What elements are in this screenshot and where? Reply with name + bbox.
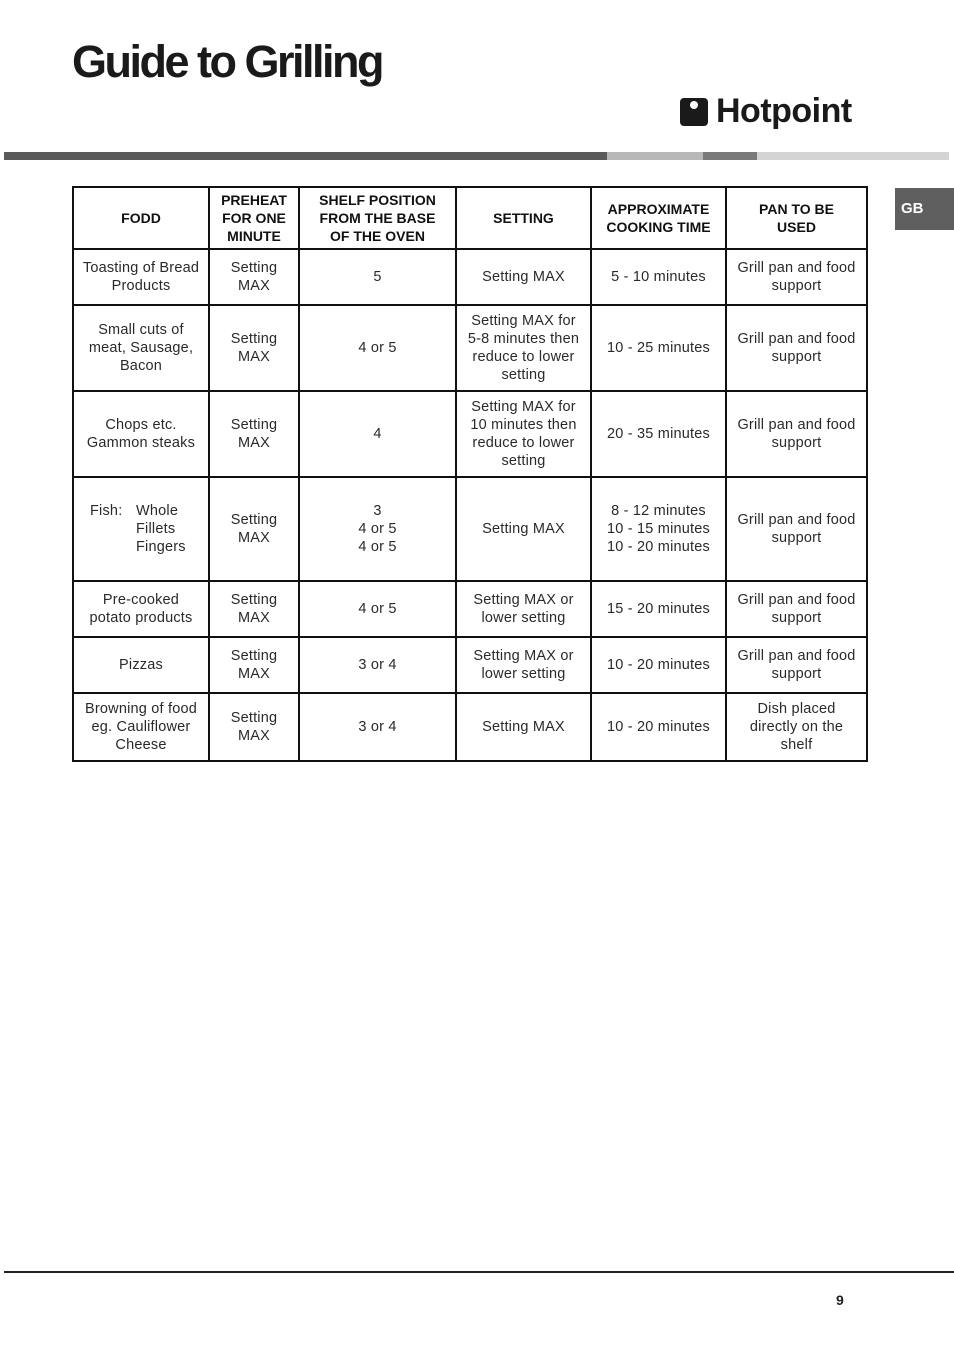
- table-row: [73, 637, 867, 693]
- cell-pan: Grill pan and food support: [726, 305, 867, 391]
- cell-shelf-position: 4 or 5: [299, 581, 456, 637]
- cell-preheat: Setting MAX: [209, 391, 299, 477]
- table-row: [73, 581, 867, 637]
- cell-pan: Dish placed directly on the shelf: [726, 693, 867, 761]
- table-header-row: [73, 187, 867, 249]
- hotpoint-logo-icon: [680, 98, 708, 126]
- cell-preheat: Setting MAX: [209, 249, 299, 305]
- cell-cooking-time: 20 - 35 minutes: [591, 391, 726, 477]
- cell-setting: Setting MAX for 10 minutes then reduce to lower setting: [456, 391, 591, 477]
- footer-rule: [4, 1271, 954, 1273]
- table-row: [73, 305, 867, 391]
- cell-setting: Setting MAX: [456, 477, 591, 581]
- language-tab: GB: [895, 188, 954, 230]
- cell-shelf-position: 5: [299, 249, 456, 305]
- cell-cooking-time: 10 - 20 minutes: [591, 693, 726, 761]
- table-row: [73, 693, 867, 761]
- cell-preheat: Setting MAX: [209, 477, 299, 581]
- brand-name: Hotpoint: [716, 92, 852, 130]
- table-row: [73, 391, 867, 477]
- cell-setting: Setting MAX: [456, 249, 591, 305]
- cell-cooking-time: 10 - 20 minutes: [591, 637, 726, 693]
- col-header-setting: SETTING: [456, 187, 591, 249]
- grilling-table: [72, 186, 868, 762]
- cell-cooking-time: 8 - 12 minutes 10 - 15 minutes 10 - 20 minutes: [591, 477, 726, 581]
- cell-setting: Setting MAX or lower setting: [456, 637, 591, 693]
- col-header-shelf-position: SHELF POSITION FROM THE BASE OF THE OVEN: [299, 187, 456, 249]
- cell-cooking-time: 10 - 25 minutes: [591, 305, 726, 391]
- cell-preheat: Setting MAX: [209, 305, 299, 391]
- cell-pan: Grill pan and food support: [726, 477, 867, 581]
- cell-shelf-position: 3 or 4: [299, 637, 456, 693]
- cell-pan: Grill pan and food support: [726, 391, 867, 477]
- col-header-preheat: PREHEAT FOR ONE MINUTE: [209, 187, 299, 249]
- cell-food: Pre-cooked potato products: [73, 581, 209, 637]
- cell-shelf-position: 3 or 4: [299, 693, 456, 761]
- cell-preheat: Setting MAX: [209, 581, 299, 637]
- cell-cooking-time: 5 - 10 minutes: [591, 249, 726, 305]
- header-band-light: [607, 152, 703, 160]
- col-header-pan: PAN TO BE USED: [726, 187, 867, 249]
- fish-label: Fish:: [90, 503, 123, 519]
- cell-shelf-position: 3 4 or 5 4 or 5: [299, 477, 456, 581]
- cell-pan: Grill pan and food support: [726, 249, 867, 305]
- cell-preheat: Setting MAX: [209, 637, 299, 693]
- page-number: 9: [836, 1292, 844, 1308]
- brand-logo: [680, 92, 852, 131]
- cell-shelf-position: 4 or 5: [299, 305, 456, 391]
- cell-setting: Setting MAX for 5-8 minutes then reduce to lower setting: [456, 305, 591, 391]
- col-header-cooking-time: APPROXIMATE COOKING TIME: [591, 187, 726, 249]
- col-header-food: FODD: [73, 187, 209, 249]
- cell-cooking-time: 15 - 20 minutes: [591, 581, 726, 637]
- cell-food: Toasting of Bread Products: [73, 249, 209, 305]
- cell-preheat: Setting MAX: [209, 693, 299, 761]
- header-band-mid: [703, 152, 757, 160]
- cell-food: Pizzas: [73, 637, 209, 693]
- header-band-dark: [4, 152, 607, 160]
- header-band-pale: [757, 152, 949, 160]
- cell-setting: Setting MAX or lower setting: [456, 581, 591, 637]
- cell-setting: Setting MAX: [456, 693, 591, 761]
- page-title: Guide to Grilling: [72, 36, 382, 87]
- cell-pan: Grill pan and food support: [726, 581, 867, 637]
- cell-food: Chops etc. Gammon steaks: [73, 391, 209, 477]
- cell-food: Small cuts of meat, Sausage, Bacon: [73, 305, 209, 391]
- cell-pan: Grill pan and food support: [726, 637, 867, 693]
- table-row: [73, 477, 867, 581]
- table-row: [73, 249, 867, 305]
- cell-food: [73, 477, 209, 581]
- cell-shelf-position: 4: [299, 391, 456, 477]
- cell-food: Browning of food eg. Cauliflower Cheese: [73, 693, 209, 761]
- fish-types: Whole Fillets Fingers: [136, 503, 186, 555]
